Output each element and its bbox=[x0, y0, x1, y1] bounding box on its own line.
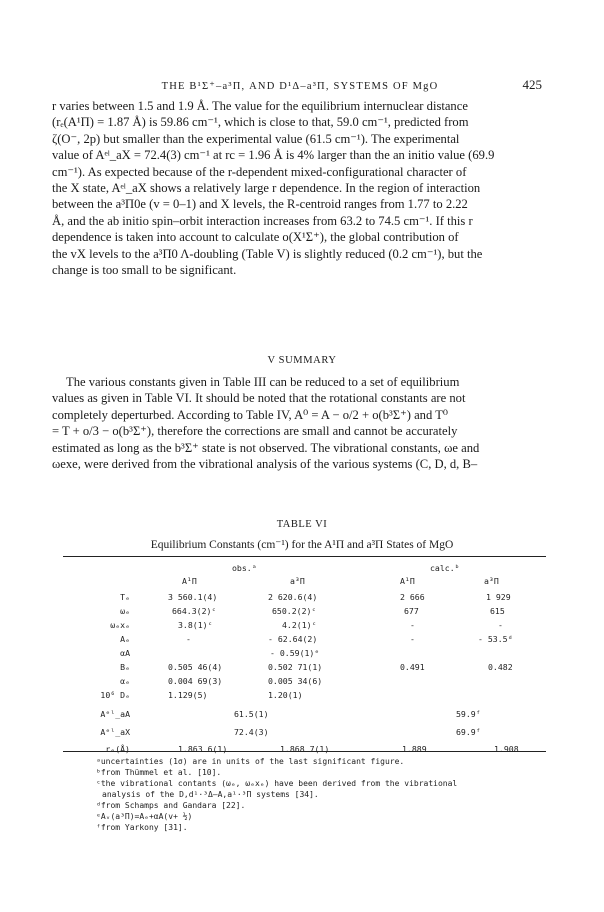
row-label: Tₑ bbox=[120, 592, 130, 602]
table-cell: 1.908 bbox=[494, 744, 519, 754]
text-line: change is too small to be significant. bbox=[52, 263, 237, 278]
text-line: cm⁻¹). As expected because of the r-dependent mixed-configurational character of bbox=[52, 164, 467, 179]
footnote-f: ᶠfrom Yarkony [31]. bbox=[96, 823, 188, 832]
table-cell: 0.491 bbox=[400, 662, 425, 672]
table-cell: - 62.64(2) bbox=[268, 634, 318, 644]
table-cell: 69.9ᶠ bbox=[456, 727, 481, 737]
row-label: ωₑxₑ bbox=[110, 620, 130, 630]
table-cell: 4.2(1)ᶜ bbox=[282, 620, 317, 630]
footnote-a: ᵃuncertainties (1σ) are in units of the last significant figure. bbox=[96, 757, 405, 766]
text-line: estimated as long as the b³Σ⁺ state is not observed. The vibrational constants, ωe and bbox=[52, 440, 480, 455]
text-line: r varies between 1.5 and 1.9 Å. The value for the equilibrium internuclear distance bbox=[52, 99, 468, 113]
row-label: rₑ(Å) bbox=[105, 744, 130, 754]
footnote-d: ᵈfrom Schamps and Gandara [22]. bbox=[96, 801, 246, 810]
table-cell: 2 666 bbox=[400, 592, 425, 602]
text-line: dependence is taken into account to calculate o(X¹Σ⁺), the global contribution of bbox=[52, 230, 459, 245]
table-cell: 0.502 71(1) bbox=[268, 662, 323, 672]
table-cell: - bbox=[410, 620, 415, 630]
text-line: (rₑ(A¹Π) = 1.87 Å) is 59.86 cm⁻¹, which is close to that, 59.0 cm⁻¹, predicted from bbox=[52, 115, 469, 130]
table-cell: 61.5(1) bbox=[234, 709, 269, 719]
group-header-obs: obs.ᵃ bbox=[232, 563, 257, 573]
table-cell: 1.889 bbox=[402, 744, 427, 754]
table-cell: - 53.5ᵈ bbox=[478, 634, 513, 644]
table-title: TABLE VI bbox=[276, 519, 328, 530]
footnote-c: ᶜthe vibrational contants (ωₑ, ωₑxₑ) have been derived from the vibrational bbox=[96, 779, 458, 788]
footnote-b: ᵇfrom Thümmel et al. [10]. bbox=[96, 768, 222, 777]
text-line: completely deperturbed. According to Table IV, A⁰ = A − o/2 + o(b³Σ⁺) and T⁰ bbox=[52, 407, 448, 422]
table-cell: 2 620.6(4) bbox=[268, 592, 318, 602]
table-cell: 3 560.1(4) bbox=[168, 592, 218, 602]
row-label: αA bbox=[120, 648, 130, 658]
text-line: ζ(O⁻, 2p) but smaller than the experimental value (61.5 cm⁻¹). The experimental bbox=[52, 131, 460, 146]
table-cell: 0.482 bbox=[488, 662, 513, 672]
table-cell: 1.868 7(1) bbox=[280, 744, 330, 754]
table-footnotes bbox=[96, 756, 556, 833]
text-line: = T + o/3 − o(b³Σ⁺), therefore the corrections are small and cannot be accurately bbox=[52, 424, 458, 439]
table-cell: - 0.59(1)ᵉ bbox=[270, 648, 320, 658]
row-label: αₑ bbox=[120, 676, 130, 686]
text-line: values as given in Table VI. It should be noted that the rotational constants are not bbox=[52, 391, 466, 406]
table-caption: Equilibrium Constants (cm⁻¹) for the A¹Π and a³Π States of MgO bbox=[150, 539, 454, 551]
table-cell: 1.863 6(1) bbox=[178, 744, 228, 754]
table-cell: - bbox=[498, 620, 503, 630]
running-head: THE B¹Σ⁺–a³Π, AND D¹Δ–a³Π, SYSTEMS OF MgO bbox=[161, 81, 439, 92]
col-header: A¹Π bbox=[400, 576, 415, 586]
footnote-e: ᵉAᵥ(a³Π)=Aₑ+αA(v+ ½) bbox=[96, 812, 193, 821]
row-label: Aᵉˡ_aX bbox=[100, 727, 130, 737]
text-line: ωexe, were derived from the vibrational analysis of the various systems (C, D, d, B– bbox=[52, 457, 478, 472]
text-line: Å, and the ab initio spin–orbit interaction increases from 63.2 to 74.5 cm⁻¹. If this r bbox=[52, 213, 473, 228]
table-cell: 3.8(1)ᶜ bbox=[178, 620, 213, 630]
table-cell: 664.3(2)ᶜ bbox=[172, 606, 217, 616]
row-label: Bₑ bbox=[120, 662, 130, 672]
text-line: the vX levels to the a³Π0 Λ-doubling (Table V) is slightly reduced (0.2 cm⁻¹), but the bbox=[52, 246, 483, 261]
group-header-calc: calc.ᵇ bbox=[430, 563, 460, 573]
table-cell: 0.005 34(6) bbox=[268, 676, 323, 686]
table-bottom-rule bbox=[63, 751, 546, 752]
table-cell: 1.20(1) bbox=[268, 690, 303, 700]
table-cell: 650.2(2)ᶜ bbox=[272, 606, 317, 616]
text-line: The various constants given in Table III can be reduced to a set of equilibrium bbox=[66, 375, 460, 389]
col-header: a³Π bbox=[290, 576, 305, 586]
table-cell: - bbox=[410, 634, 415, 644]
table-cell: 1 929 bbox=[486, 592, 511, 602]
table-cell: 72.4(3) bbox=[234, 727, 269, 737]
text-line: between the a³Π0e (v = 0–1) and X levels, the R-centroid ranges from 1.77 to 2.22 bbox=[52, 197, 468, 212]
row-label: Aₑ bbox=[120, 634, 130, 644]
row-label: 10⁶ Dₑ bbox=[100, 690, 130, 700]
text-line: the X state, Aᵉˡ_aX shows a relatively large r dependence. In the region of interaction bbox=[52, 181, 481, 196]
row-label: ωₑ bbox=[120, 606, 130, 616]
table-cell: 677 bbox=[404, 606, 419, 616]
table-cell: 59.9ᶠ bbox=[456, 709, 481, 719]
footnote-c-continued: analysis of the D,d¹·³Δ–A,a¹·³Π systems [34]. bbox=[102, 790, 319, 799]
table-cell: 0.505 46(4) bbox=[168, 662, 223, 672]
table-cell: 0.004 69(3) bbox=[168, 676, 223, 686]
table-cell: 1.129(5) bbox=[168, 690, 208, 700]
col-header: a³Π bbox=[484, 576, 499, 586]
page-number: 425 bbox=[522, 77, 542, 92]
table-cell: - bbox=[186, 634, 191, 644]
table-cell: 615 bbox=[490, 606, 505, 616]
row-label: Aᵉˡ_aA bbox=[100, 709, 130, 719]
section-heading: V SUMMARY bbox=[267, 355, 337, 366]
text-line: value of Aᵉˡ_aX = 72.4(3) cm⁻¹ at rc = 1.96 Å is 4% larger than the an initio value (69.9 bbox=[52, 148, 495, 163]
col-header: A¹Π bbox=[182, 576, 197, 586]
